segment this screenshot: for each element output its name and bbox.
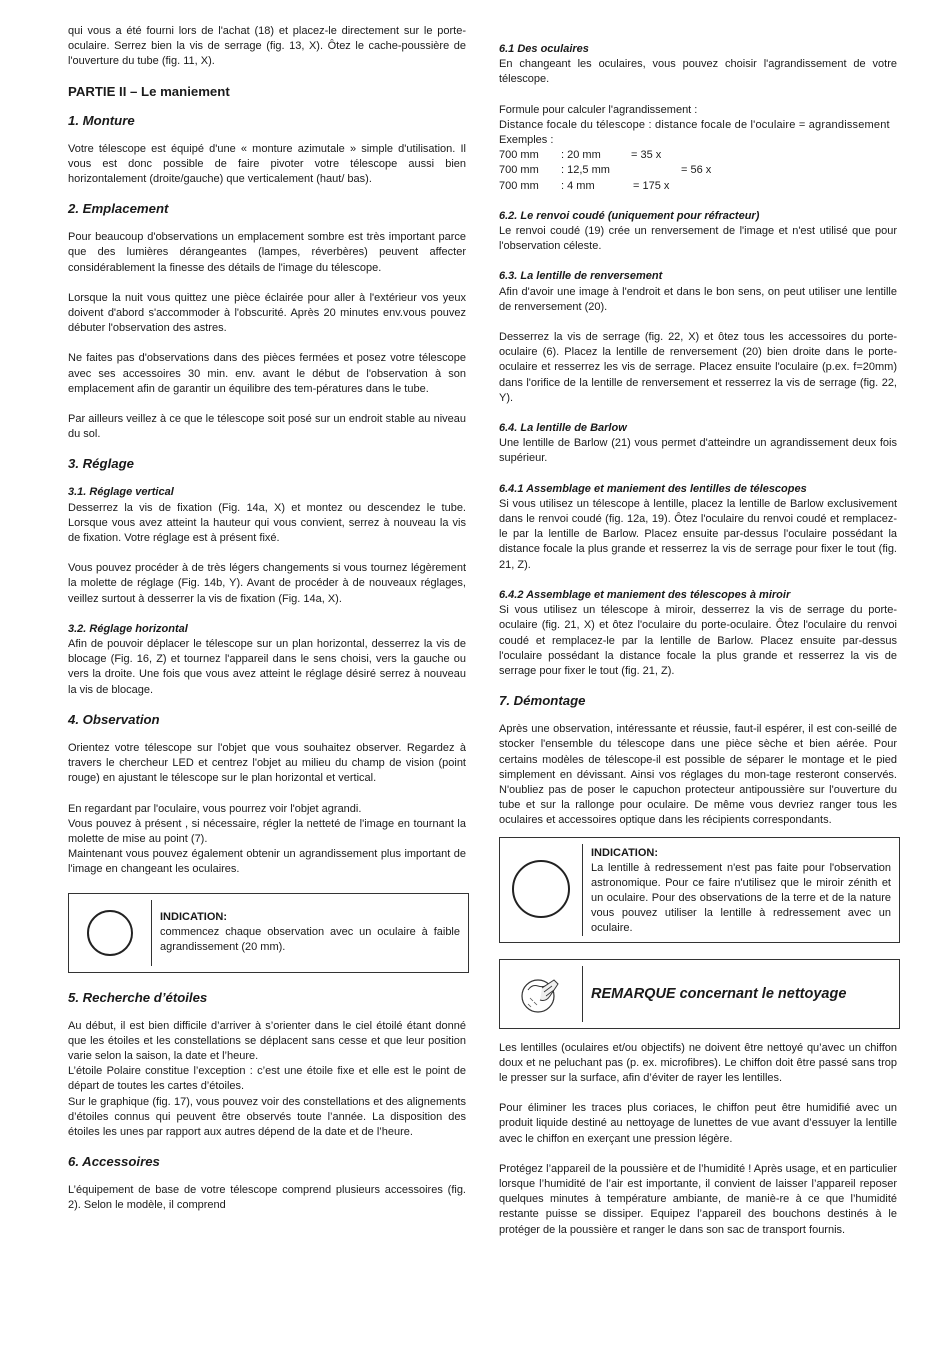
section-3-2-paragraph: Afin de pouvoir déplacer le télescope sur un plan horizontal, desserrez la vis de blocage (Fig. 16, Z) et tournez l'appareil dans le sens choisi, vers la gauche ou vers la droite. Une fois que vous avez atteint le réglage désiré serrez à nouveau la vis de blocage. [68, 638, 466, 696]
section-2-paragraph-2: Lorsque la nuit vous quittez une pièce éclairée pour aller à l'extérieur vos yeux doivent d'abord s'accommoder à l'obscurité. Après 20 minutes env.vous pouvez débuter l'observation des astres. [68, 291, 466, 335]
section-6-3-paragraph-1: Afin d'avoir une image à l'endroit et dans le bon sens, on peut utiliser une lentille de renversement (20). [499, 285, 897, 313]
example-row: 700 mm : 12,5 mm = 56 x [499, 164, 712, 177]
indication-text: La lentille à redressement n'est pas faite pour l'observation astronomique. Pour ce faire n'utilisez que le miroir zénith et un oculaire. Pour des observations de la terre et de la nature vous pouvez utiliser la lentille à redressement avec un oculaire. [591, 861, 891, 935]
section-6-4-1-title: 6.4.1 Assemblage et maniement des lentilles de télescopes [499, 482, 807, 495]
section-6-paragraph: L’équipement de base de votre télescope comprend plusieurs accessoires (fig. 2). Selon le modèle, il comprend [68, 1184, 466, 1212]
part-title: PARTIE II – Le maniement [68, 83, 230, 99]
indication-title: INDICATION: [591, 846, 659, 859]
section-7-title: 7. Démontage [499, 693, 586, 709]
section-6-2-paragraph: Le renvoi coudé (19) crée un renversement de l'image et n'est utilisé que pour l'observation céleste. [499, 225, 897, 253]
section-4-title: 4. Observation [68, 711, 160, 727]
cleaning-paragraph-2: Pour éliminer les traces plus coriaces, le chiffon peut être humidifié avec un produit liquide destiné au nettoyage de lunettes de vue avant d’essuyer la lentille avec le chiffon en exerçant une pression légère. [499, 1102, 897, 1145]
section-5-paragraph-2: L’étoile Polaire constitue l’exception : c’est une étoile fixe et elle est le point de départ de toutes les cartes d’étoiles. [68, 1065, 466, 1093]
section-3-1-title: 3.1. Réglage vertical [68, 486, 174, 499]
section-2-paragraph-3: Ne faites pas d'observations dans des pièces fermées et posez votre télescope avec ses accessoires 30 min. env. avant le début de l'observation à son emplacement afin de garantir un équilibre des tem-pératures dans le tube. [68, 352, 466, 395]
formula-label: Formule pour calculer l'agrandissement : [499, 103, 698, 116]
remark-divider [582, 966, 583, 1022]
section-6-4-2-paragraph: Si vous utilisez un télescope à miroir, desserrez la vis de serrage du porte-oculaire (fig. 21, X) et ôtez l'oculaire du porte-oculaire. Ôtez l'oculaire du renvoi coudé et remplacez-le par la lentille de Barlow. Placez ensuite par-dessus l'oculaire possédant la distance focale la plus grande et resserrez la vis de serrage pour fixer le tout (fig. 21, Z). [499, 604, 897, 677]
section-1-paragraph: Votre télescope est équipé d'une « monture azimutale » simple d'utilisation. Il vous est donc possible de faire pivoter votre télescope aussi bien horizontalement (droite/gauche) que verticalement (haut/ bas). [68, 142, 466, 186]
section-6-3-paragraph-2: Desserrez la vis de serrage (fig. 22, X) et ôtez tous les accessoires du porte-oculaire (6). Placez la lentille de renversement (20) bien droite dans le porte-oculaire et resserrez les vis de serrage. Placez ensuite l'oculaire (p.ex. f=20mm) dans l'orifice de la lentille de renversement et resserrez la vis de serrage (fig. 22, Y). [499, 331, 897, 404]
indication-box-1 [68, 893, 469, 973]
indication-circle-icon [87, 910, 133, 956]
example-row: 700 mm : 20 mm = 35 x [499, 149, 662, 162]
section-4-paragraph-4: Maintenant vous pouvez également obtenir un agrandissement plus important de l'image en changeant les oculaires. [68, 848, 466, 876]
examples-label: Exemples : [499, 134, 554, 147]
cleaning-paragraph-3: Protégez l’appareil de la poussière et de l’humidité ! Après usage, et en particulier lorsque l’humidité de l’air est importante, il convient de laisser l’appareil reposer quelques minutes à température ambiante, de maniè-re à ce que l’humidité restante puisse se dissiper. Equipez l’appareil des bouchons destinés à le protéger de la poussière et ranger le dans son sac de transport fournis. [499, 1162, 897, 1236]
cleaning-paragraph-1: Les lentilles (oculaires et/ou objectifs) ne doivent être nettoyé qu’avec un chiffon doux et ne peluchant pas (p. ex. microfibres). Le chiffon doit être passé sans trop le presser sur la surface, afin d’éviter de rayer les lentilles. [499, 1041, 897, 1084]
section-7-paragraph: Après une observation, intéressante et réussie, faut-il espérer, il est con-seillé de stocker l'ensemble du télescope dans une pièce sèche et bien aérée. Pour certains modèles de télescope-il est possible de séparer le montage et le pied simplement en dévissant. Ainsi vos réglages du mon-tage resteront conservés. N'oubliez pas de poser le capuchon protecteur antipoussière sur l'ouverture du tube et sur la rallonge pour oculaire. De même vous devriez ranger tous les oculaires et accessoires optique dans les récipients correspondants. [499, 723, 897, 827]
section-6-title: 6. Accessoires [68, 1154, 160, 1170]
section-3-title: 3. Réglage [68, 456, 134, 472]
right-column [499, 42, 897, 1238]
section-6-4-2-title: 6.4.2 Assemblage et maniement des télescopes à miroir [499, 588, 791, 601]
section-6-1-paragraph: En changeant les oculaires, vous pouvez choisir l'agrandissement de votre télescope. [499, 58, 897, 86]
indication-text: commencez chaque observation avec un oculaire à faible agrandissement (20 mm). [160, 925, 460, 953]
example-row: 700 mm : 4 mm = 175 x [499, 179, 670, 192]
section-5-title: 5. Recherche d’étoiles [68, 989, 208, 1005]
section-5-paragraph-1: Au début, il est bien difficile d’arriver à s’orienter dans le ciel étoilé étant donné que les étoiles et les constellations se déplacent sans cesse et que leur position varie selon la saison, la date et l’heure. [68, 1019, 466, 1062]
cleaning-hand-icon [518, 974, 562, 1018]
indication-box-2 [499, 837, 900, 943]
section-3-1-paragraph-1: Desserrez la vis de fixation (Fig. 14a, X) et montez ou descendez le tube. Lorsque vous avez atteint la hauteur qui vous convient, serrez à nouveau la vis de fixation. Votre réglage est à présent fixé. [68, 501, 466, 545]
section-2-paragraph-4: Par ailleurs veillez à ce que le télescope soit posé sur un endroit stable au niveau du sol. [68, 413, 466, 441]
section-4-paragraph-3: Vous pouvez à présent , si nécessaire, régler la netteté de l'image en tournant la molette de mise au point (7). [68, 817, 466, 845]
section-6-4-title: 6.4. La lentille de Barlow [499, 422, 627, 435]
section-6-3-title: 6.3. La lentille de renversement [499, 270, 663, 283]
left-column [68, 24, 466, 1214]
indication-title: INDICATION: [160, 910, 228, 923]
section-4-paragraph-2: En regardant par l'oculaire, vous pourrez voir l'objet agrandi. [68, 802, 362, 815]
indication-divider [151, 900, 152, 966]
section-1-title: 1. Monture [68, 112, 135, 128]
cleaning-remark-title: REMARQUE concernant le nettoyage [591, 985, 847, 1002]
section-3-1-paragraph-2: Vous pouvez procéder à de très légers changements si vous tournez légèrement la molette de réglage (Fig. 14b, Y). Avant de procéder à de nouveaux réglages, veillez surtout à desserrer la vis de fixation (Fig. 14a, X). [68, 562, 466, 605]
section-6-4-1-paragraph: Si vous utilisez un télescope à lentille, placez la lentille de Barlow exclusivement dans le renvoi coudé (fig. 12a, 19). Ôtez l'oculaire du renvoi coudé et remplacez-le par la lentille de Barlow. Placez ensuite par-dessus l'oculaire possédant la distance focale la plus grande et resserrez la vis de serrage pour fixer le tout (fig. 21, Z). [499, 497, 897, 571]
section-5-paragraph-3: Sur le graphique (fig. 17), vous pouvez voir des constellations et des alignements d’étoiles connus qui peuvent être observés toute l’année. La disposition des étoiles les unes par rapport aux autres dépend de la date et de l’heure. [68, 1095, 466, 1138]
section-2-paragraph-1: Pour beaucoup d'observations un emplacement sombre est très important parce que des lumières dérangeantes (lampes, réverbères) peuvent affecter considérablement la finesse des détails de l'image du télescope. [68, 231, 466, 274]
indication-circle-icon [512, 860, 570, 918]
formula-block [499, 103, 897, 194]
section-6-2-title: 6.2. Le renvoi coudé (uniquement pour réfracteur) [499, 209, 760, 222]
section-2-title: 2. Emplacement [68, 201, 169, 217]
section-3-2-title: 3.2. Réglage horizontal [68, 622, 188, 635]
cleaning-remark-box [499, 959, 900, 1029]
section-6-1-title: 6.1 Des oculaires [499, 43, 589, 55]
section-6-4-paragraph: Une lentille de Barlow (21) vous permet d'atteindre un agrandissement deux fois supérieur. [499, 437, 897, 465]
formula-text: Distance focale du télescope : distance focale de l'oculaire = agrandissement [499, 118, 890, 131]
intro-paragraph: qui vous a été fourni lors de l'achat (18) et placez-le directement sur le porte-oculaire. Serrez bien la vis de serrage (fig. 13, X). Ôtez le cache-poussière de l'ouverture du tube (fig. 11, X). [68, 25, 466, 68]
section-4-paragraph-1: Orientez votre télescope sur l'objet que vous souhaitez observer. Regardez à travers le chercheur LED et centrez l'objet au milieu du champ de vision (point rouge) en ajustant le télescope sur le plan horizontal et vertical. [68, 741, 466, 785]
indication-divider [582, 844, 583, 936]
